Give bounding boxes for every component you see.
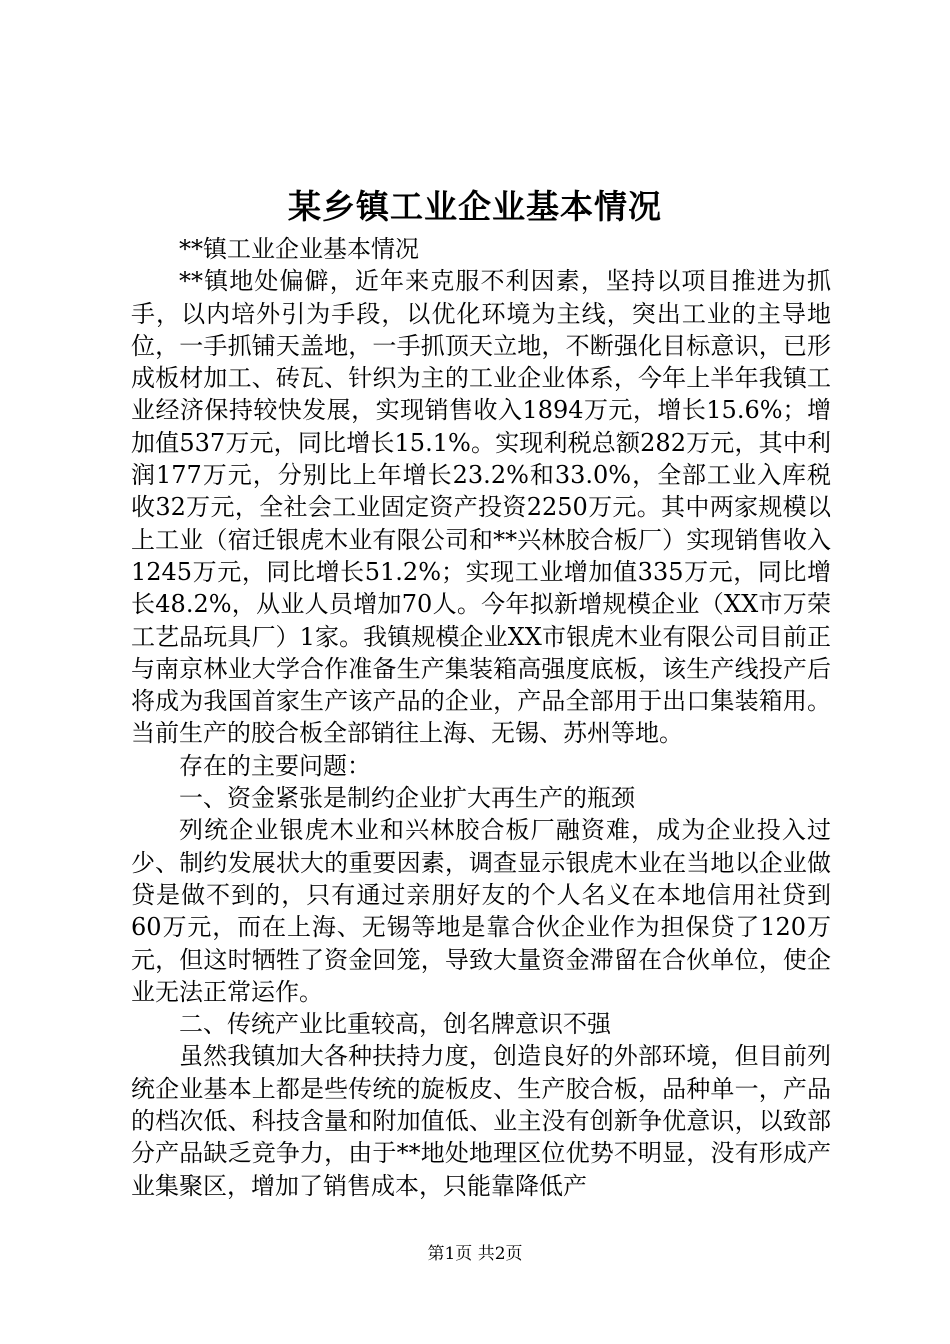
paragraph-problem-1-body: 列统企业银虎木业和兴林胶合板厂融资难，成为企业投入过少、制约发展状大的重要因素，调查显示银虎木业在当地以企业做贷是做不到的，只有通过亲朋好友的个人名义在本地信用社贷到60万元，而在上海、无锡等地是靠合伙企业作为担保贷了120万元，但这时牺牲了资金回笼，导致大量资金滞留在合伙单位，使企业无法正常运作。 xyxy=(131,816,831,1006)
paragraph-problem-2-body: 虽然我镇加大各种扶持力度，创造良好的外部环境，但目前列统企业基本上都是些传统的旋板皮、生产胶合板，品种单一，产品的档次低、科技含量和附加值低、业主没有创新争优意识，以致部分产品缺乏竞争力，由于**地处地理区位优势不明显，没有形成产业集聚区，增加了销售成本，只能靠降低产 xyxy=(131,1042,831,1200)
document-title: 某乡镇工业企业基本情况 xyxy=(288,187,662,226)
paragraph-problem-2-heading: 二、传统产业比重较高，创名牌意识不强 xyxy=(179,1010,611,1039)
page-footer: 第1页 共2页 xyxy=(427,1244,523,1264)
paragraph-subtitle: **镇工业企业基本情况 xyxy=(179,235,419,263)
paragraph-problem-1-heading: 一、资金紧张是制约企业扩大再生产的瓶颈 xyxy=(179,784,635,813)
paragraph-overview: **镇地处偏僻，近年来克服不利因素，坚持以项目推进为抓手，以内培外引为手段，以优化环境为主线，突出工业的主导地位，一手抓铺天盖地，一手抓顶天立地，不断强化目标意识，已形成板材加工、砖瓦、针织为主的工业企业体系，今年上半年我镇工业经济保持较快发展，实现销售收入1894万元，增长15.6%；增加值537万元，同比增长15.1%。实现利税总额282万元，其中利润177万元，分别比上年增长23.2%和33.0%，全部工业入库税收32万元，全社会工业固定资产投资2250万元。其中两家规模以上工业（宿迁银虎木业有限公司和**兴林胶合板厂）实现销售收入1245万元，同比增长51.2%；实现工业增加值335万元，同比增长48.2%，从业人员增加70人。今年拟新增规模企业（XX市万荣工艺品玩具厂）1家。我镇规模企业XX市银虎木业有限公司目前正与南京林业大学合作准备生产集装箱高强度底板，该生产线投产后将成为我国首家生产该产品的企业，产品全部用于出口集装箱用。当前生产的胶合板全部销往上海、无锡、苏州等地。 xyxy=(131,267,831,748)
paragraph-problems-heading: 存在的主要问题： xyxy=(179,751,371,780)
document-body xyxy=(131,233,831,1202)
